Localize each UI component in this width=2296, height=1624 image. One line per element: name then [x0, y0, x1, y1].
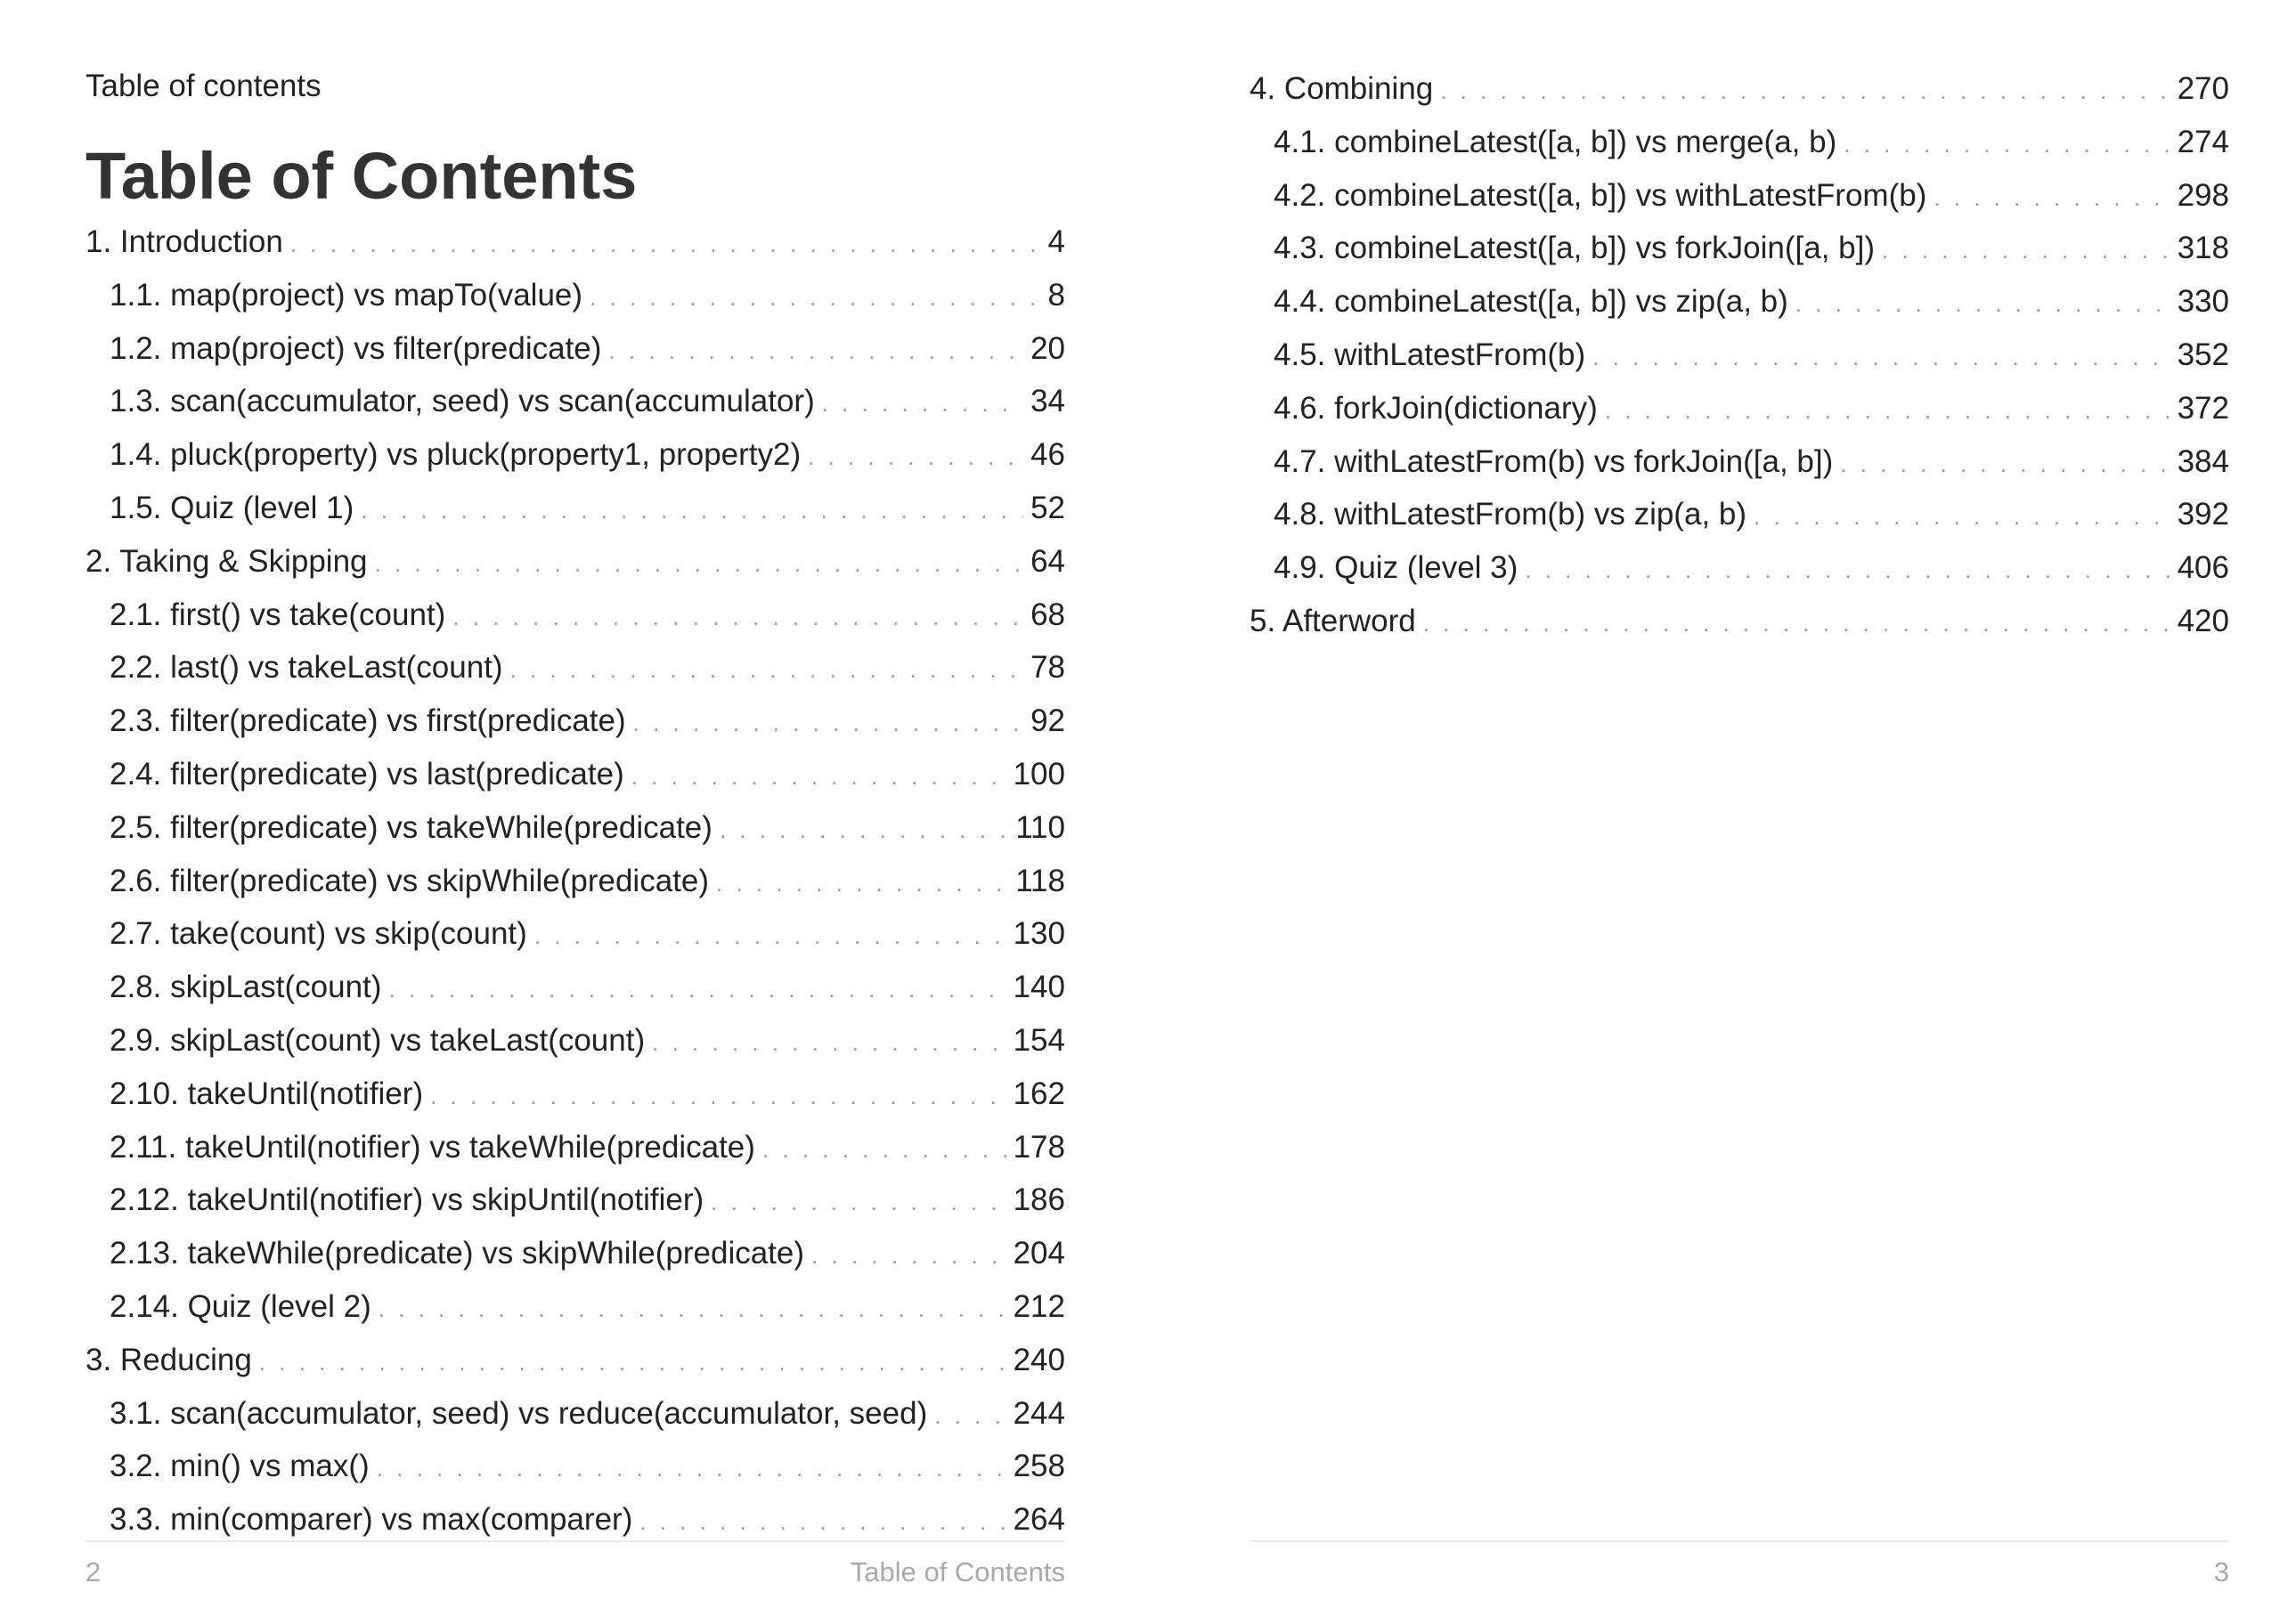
- toc-entry[interactable]: [85, 322, 1065, 376]
- toc-entry-page-number: 270: [2177, 71, 2229, 106]
- toc-entry-label: 4.3. combineLatest([a, b]) vs forkJoin([a, b]): [1274, 231, 1876, 266]
- toc-dot-leader: [822, 378, 1023, 431]
- toc-entry-page-number: 406: [2177, 550, 2229, 586]
- toc-entry[interactable]: [85, 1121, 1065, 1174]
- toc-entry-page-number: 46: [1030, 437, 1065, 473]
- toc-entry[interactable]: [85, 428, 1065, 482]
- toc-entry[interactable]: [85, 535, 1065, 589]
- footer-divider: [85, 1540, 1065, 1542]
- toc-entry[interactable]: [85, 694, 1065, 748]
- toc-entry[interactable]: [85, 1387, 1065, 1441]
- toc-entry-page-number: 352: [2177, 337, 2229, 372]
- toc-dot-leader: [631, 751, 1006, 804]
- toc-dot-leader: [379, 1283, 1006, 1336]
- toc-dot-leader: [430, 1070, 1006, 1124]
- toc-entry[interactable]: [85, 269, 1065, 322]
- toc-entry-label: 4.5. withLatestFrom(b): [1274, 337, 1586, 372]
- toc-entry-page-number: 118: [1015, 863, 1065, 898]
- toc-entry-label: 4.1. combineLatest([a, b]) vs merge(a, b): [1274, 124, 1837, 159]
- toc-entry-label: 4.7. withLatestFrom(b) vs forkJoin([a, b]): [1274, 443, 1834, 479]
- toc-dot-leader: [808, 431, 1023, 484]
- toc-entry[interactable]: [1250, 62, 2229, 116]
- toc-entry-label: 3.2. min() vs max(): [110, 1449, 370, 1484]
- toc-dot-leader: [811, 1230, 1006, 1283]
- toc-dot-leader: [290, 218, 1041, 272]
- toc-entry-label: 4.4. combineLatest([a, b]) vs zip(a, b): [1274, 284, 1788, 320]
- toc-entry[interactable]: [1250, 222, 2229, 275]
- toc-entry-page-number: 78: [1030, 650, 1065, 686]
- toc-entry-label: 3. Reducing: [85, 1342, 252, 1377]
- toc-entry[interactable]: [1250, 435, 2229, 489]
- footer-chapter-title: Table of Contents: [850, 1556, 1065, 1587]
- toc-dot-leader: [590, 272, 1040, 325]
- toc-entry-label: 2.10. takeUntil(notifier): [110, 1076, 424, 1111]
- toc-entry[interactable]: [85, 589, 1065, 642]
- toc-entry-label: 1.4. pluck(property) vs pluck(property1, property2): [110, 437, 802, 473]
- toc-entry[interactable]: [85, 907, 1065, 961]
- toc-entry-label: 2.11. takeUntil(notifier) vs takeWhile(predicate): [110, 1129, 755, 1165]
- toc-entry-label: 2.13. takeWhile(predicate) vs skipWhile(predicate): [110, 1236, 805, 1271]
- toc-entry[interactable]: [1250, 116, 2229, 169]
- toc-entry-label: 1.5. Quiz (level 1): [110, 490, 354, 525]
- toc-entry-label: 2.7. take(count) vs skip(count): [110, 916, 527, 952]
- toc-list-right: [1250, 62, 2229, 648]
- toc-entry[interactable]: [85, 748, 1065, 801]
- toc-entry[interactable]: [85, 1493, 1065, 1547]
- toc-entry-label: 2.14. Quiz (level 2): [110, 1288, 371, 1324]
- footer-divider: [1250, 1540, 2229, 1542]
- toc-dot-leader: [388, 963, 1006, 1017]
- toc-entry[interactable]: [85, 1068, 1065, 1121]
- toc-entry-page-number: 240: [1013, 1342, 1065, 1377]
- toc-entry[interactable]: [1250, 329, 2229, 382]
- toc-entry-page-number: 52: [1030, 490, 1065, 525]
- toc-entry[interactable]: [1250, 382, 2229, 435]
- toc-entry-page-number: 154: [1013, 1022, 1065, 1058]
- left-page: [85, 0, 1065, 1624]
- toc-entry-label: 4.6. forkJoin(dictionary): [1274, 390, 1598, 426]
- toc-entry-page-number: 298: [2177, 177, 2229, 213]
- toc-dot-leader: [1844, 118, 2170, 172]
- toc-entry-label: 2.6. filter(predicate) vs skipWhile(predicate): [110, 863, 710, 898]
- toc-entry[interactable]: [1250, 541, 2229, 595]
- toc-dot-leader: [1934, 172, 2170, 225]
- toc-entry[interactable]: [1250, 488, 2229, 541]
- toc-dot-leader: [1525, 544, 2170, 597]
- toc-entry-label: 3.3. min(comparer) vs max(comparer): [110, 1502, 633, 1538]
- toc-dot-leader: [652, 1017, 1006, 1070]
- toc-entry-page-number: 258: [1013, 1449, 1065, 1484]
- toc-dot-leader: [716, 857, 1008, 911]
- toc-entry-page-number: 34: [1030, 384, 1065, 419]
- toc-entry[interactable]: [85, 801, 1065, 855]
- toc-entry-label: 1.3. scan(accumulator, seed) vs scan(accumulator): [110, 384, 815, 419]
- toc-entry[interactable]: [85, 375, 1065, 428]
- toc-entry-page-number: 318: [2177, 231, 2229, 266]
- toc-entry[interactable]: [85, 855, 1065, 908]
- toc-dot-leader: [510, 644, 1023, 697]
- toc-dot-leader: [361, 484, 1023, 538]
- toc-entry-page-number: 372: [2177, 390, 2229, 426]
- toc-dot-leader: [1795, 278, 2170, 331]
- toc-entry-label: 2.9. skipLast(count) vs takeLast(count): [110, 1022, 646, 1058]
- toc-entry-label: 2.1. first() vs take(count): [110, 597, 446, 632]
- toc-dot-leader: [762, 1124, 1006, 1177]
- toc-entry-page-number: 384: [2177, 443, 2229, 479]
- toc-entry-page-number: 64: [1030, 543, 1065, 579]
- toc-entry-page-number: 264: [1013, 1502, 1065, 1538]
- toc-entry[interactable]: [85, 1280, 1065, 1334]
- footer-page-number: 3: [2213, 1556, 2229, 1587]
- toc-entry-label: 2.2. last() vs takeLast(count): [110, 650, 503, 686]
- toc-entry[interactable]: [85, 1227, 1065, 1280]
- toc-entry-label: 5. Afterword: [1250, 603, 1416, 638]
- toc-entry[interactable]: [1250, 169, 2229, 223]
- toc-entry-label: 4.8. withLatestFrom(b) vs zip(a, b): [1274, 497, 1746, 532]
- toc-entry-page-number: 130: [1013, 916, 1065, 952]
- toc-entry[interactable]: [85, 961, 1065, 1014]
- toc-dot-leader: [1882, 224, 2170, 278]
- toc-entry-page-number: 244: [1013, 1395, 1065, 1431]
- toc-entry-label: 2.4. filter(predicate) vs last(predicate): [110, 756, 624, 792]
- toc-entry-page-number: 392: [2177, 497, 2229, 532]
- toc-dot-leader: [534, 910, 1006, 963]
- running-head: Table of contents: [85, 69, 322, 103]
- toc-entry-page-number: 100: [1013, 756, 1065, 792]
- toc-entry-label: 2.3. filter(predicate) vs first(predicate): [110, 703, 626, 739]
- toc-dot-leader: [608, 325, 1023, 378]
- toc-entry[interactable]: [85, 1334, 1065, 1387]
- toc-entry-page-number: 92: [1030, 703, 1065, 739]
- toc-entry[interactable]: [85, 1173, 1065, 1227]
- toc-entry-label: 1. Introduction: [85, 224, 283, 259]
- toc-entry-page-number: 212: [1013, 1288, 1065, 1324]
- toc-dot-leader: [1754, 491, 2170, 544]
- toc-list-left: [85, 215, 1065, 1547]
- toc-dot-leader: [1423, 597, 2170, 651]
- toc-entry-label: 4. Combining: [1250, 71, 1434, 106]
- toc-entry-page-number: 68: [1030, 597, 1065, 632]
- right-page: [1250, 0, 2229, 1624]
- toc-entry-page-number: 420: [2177, 603, 2229, 638]
- toc-entry[interactable]: [85, 482, 1065, 535]
- toc-entry-label: 4.9. Quiz (level 3): [1274, 550, 1518, 586]
- toc-dot-leader: [1592, 331, 2170, 385]
- toc-entry-page-number: 204: [1013, 1236, 1065, 1271]
- toc-dot-leader: [375, 538, 1024, 591]
- toc-entry-label: 1.2. map(project) vs filter(predicate): [110, 330, 602, 366]
- toc-entry-label: 2.12. takeUntil(notifier) vs skipUntil(notifier): [110, 1182, 704, 1218]
- toc-dot-leader: [259, 1336, 1006, 1390]
- toc-dot-leader: [711, 1176, 1006, 1230]
- toc-entry-label: 1.1. map(project) vs mapTo(value): [110, 277, 583, 313]
- toc-entry-page-number: 140: [1013, 970, 1065, 1005]
- toc-entry[interactable]: [1250, 595, 2229, 648]
- toc-dot-leader: [720, 804, 1008, 857]
- toc-dot-leader: [1605, 385, 2170, 438]
- footer-page-number: 2: [85, 1556, 102, 1587]
- toc-entry-page-number: 186: [1013, 1182, 1065, 1218]
- toc-entry[interactable]: [85, 1440, 1065, 1493]
- toc-dot-leader: [377, 1442, 1006, 1496]
- toc-entry-label: 3.1. scan(accumulator, seed) vs reduce(accumulator, seed): [110, 1395, 928, 1431]
- toc-entry-label: 4.2. combineLatest([a, b]) vs withLatestFrom(b): [1274, 177, 1927, 213]
- toc-entry-page-number: 20: [1030, 330, 1065, 366]
- toc-entry[interactable]: [85, 1014, 1065, 1068]
- toc-entry[interactable]: [85, 641, 1065, 694]
- toc-entry-label: 2. Taking & Skipping: [85, 543, 368, 579]
- toc-entry-page-number: 110: [1015, 809, 1065, 845]
- toc-dot-leader: [934, 1390, 1006, 1443]
- toc-entry-label: 2.8. skipLast(count): [110, 970, 382, 1005]
- page-title: Table of Contents: [85, 139, 638, 213]
- toc-entry-page-number: 4: [1047, 224, 1065, 259]
- toc-dot-leader: [452, 591, 1023, 645]
- toc-entry-page-number: 162: [1013, 1076, 1065, 1111]
- toc-entry[interactable]: [1250, 275, 2229, 329]
- toc-entry-page-number: 178: [1013, 1129, 1065, 1165]
- toc-entry-page-number: 330: [2177, 284, 2229, 320]
- toc-entry-page-number: 274: [2177, 124, 2229, 159]
- toc-entry-page-number: 8: [1047, 277, 1065, 313]
- toc-entry-label: 2.5. filter(predicate) vs takeWhile(predicate): [110, 809, 712, 845]
- toc-dot-leader: [1440, 65, 2170, 118]
- toc-dot-leader: [1840, 438, 2170, 491]
- toc-entry[interactable]: [85, 215, 1065, 269]
- toc-dot-leader: [633, 697, 1023, 751]
